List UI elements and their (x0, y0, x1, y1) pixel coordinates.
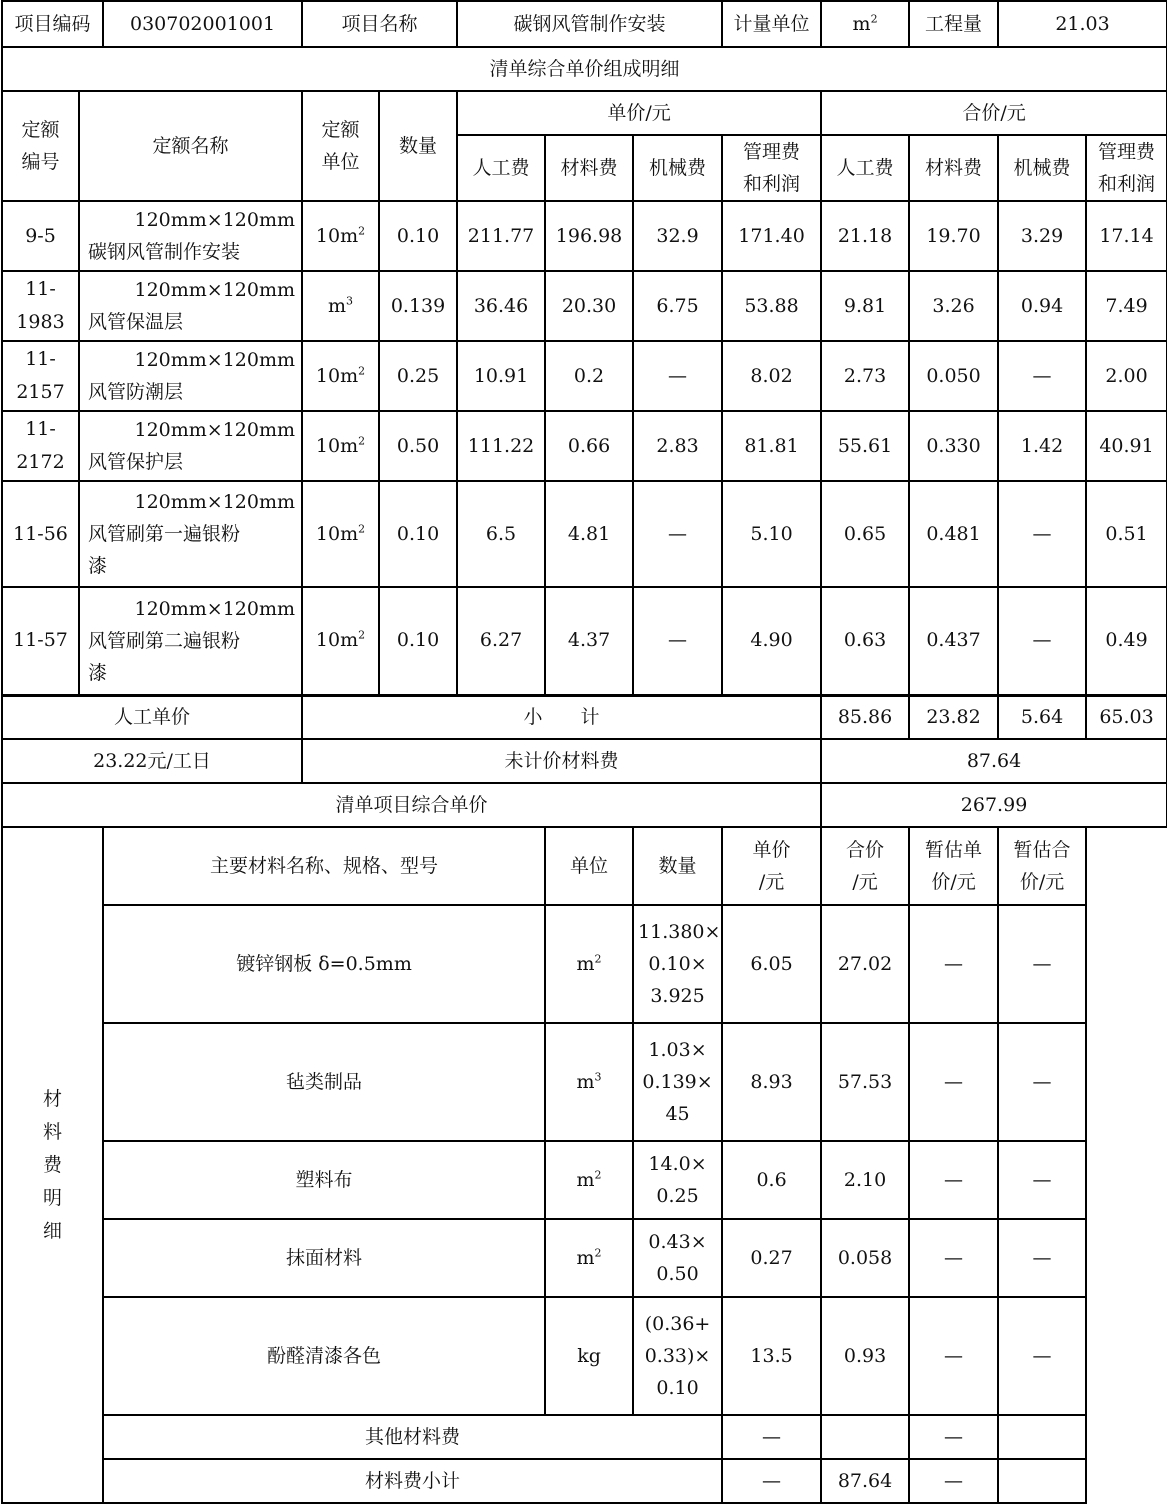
unpriced-material-label: 未计价材料费 (302, 739, 821, 783)
material-price: 0.27 (722, 1219, 821, 1297)
col-quantity: 数量 (379, 91, 457, 201)
material-total: 2.10 (821, 1141, 909, 1219)
composite-price-value: 267.99 (821, 783, 1167, 827)
material-detail-side-label: 材 料 费 明 细 (2, 827, 103, 1503)
subtotal-material: 23.82 (909, 695, 998, 739)
table-row (2, 341, 1167, 411)
project-code-value: 030702001001 (103, 1, 302, 47)
material-row (2, 1023, 1167, 1141)
section-title: 清单综合单价组成明细 (2, 47, 1167, 91)
quota-name: 120mm×120mm 碳钢风管制作安装 (79, 201, 302, 271)
total-machine: 1.42 (998, 411, 1086, 481)
quota-code: 11-2172 (2, 411, 79, 481)
quota-unit: $m^3$ (302, 271, 379, 341)
quota-qty: 0.50 (379, 411, 457, 481)
material-est-price: — (909, 1297, 998, 1415)
quota-name: 120mm×120mm 风管保护层 (79, 411, 302, 481)
material-name: 镀锌钢板 δ=0.5mm (103, 905, 545, 1023)
col-total-material: 材料费 (909, 135, 998, 201)
other-material-price: — (722, 1415, 821, 1459)
material-price: 8.93 (722, 1023, 821, 1141)
material-row (2, 905, 1167, 1023)
col-unit-material: 材料费 (545, 135, 633, 201)
material-est-total: — (998, 1219, 1086, 1297)
total-material: 19.70 (909, 201, 998, 271)
material-price: 13.5 (722, 1297, 821, 1415)
other-material-total (821, 1415, 909, 1459)
material-total: 0.93 (821, 1297, 909, 1415)
material-est-price: — (909, 905, 998, 1023)
quota-name: 120mm×120mm 风管刷第二遍银粉 漆 (79, 587, 302, 695)
total-material: 0.437 (909, 587, 998, 695)
quota-name: 120mm×120mm 风管保温层 (79, 271, 302, 341)
unit-machine: 32.9 (633, 201, 722, 271)
subtotal-mgmt: 65.03 (1086, 695, 1167, 739)
unit-labor: 36.46 (457, 271, 545, 341)
unit-label: 计量单位 (722, 1, 821, 47)
material-est-total: — (998, 1141, 1086, 1219)
unit-value: $m^2$ (821, 1, 909, 47)
material-unit: $m^2$ (545, 1219, 633, 1297)
col-material-est-price: 暂估单 价/元 (909, 827, 998, 905)
material-est-price: — (909, 1023, 998, 1141)
material-qty: 0.43× 0.50 (633, 1219, 722, 1297)
total-material: 0.050 (909, 341, 998, 411)
total-material: 0.330 (909, 411, 998, 481)
col-material-price: 单价 /元 (722, 827, 821, 905)
total-labor: 0.65 (821, 481, 909, 587)
unit-price-analysis-table (1, 0, 1167, 1504)
material-qty: 1.03× 0.139× 45 (633, 1023, 722, 1141)
quota-code: 9-5 (2, 201, 79, 271)
subtotal-machine: 5.64 (998, 695, 1086, 739)
total-mgmt: 0.51 (1086, 481, 1167, 587)
col-unit-machine: 机械费 (633, 135, 722, 201)
total-material: 0.481 (909, 481, 998, 587)
col-quota-unit: 定额 单位 (302, 91, 379, 201)
unit-machine: — (633, 481, 722, 587)
material-est-total: — (998, 1023, 1086, 1141)
material-unit: $m^2$ (545, 905, 633, 1023)
unit-labor: 111.22 (457, 411, 545, 481)
quota-code: 11-56 (2, 481, 79, 587)
col-unit-mgmt: 管理费 和利润 (722, 135, 821, 201)
quantity-value: 21.03 (998, 1, 1167, 47)
unit-material: 20.30 (545, 271, 633, 341)
material-qty: 11.380× 0.10× 3.925 (633, 905, 722, 1023)
col-material-name: 主要材料名称、规格、型号 (103, 827, 545, 905)
unit-mgmt: 4.90 (722, 587, 821, 695)
unit-material: 0.2 (545, 341, 633, 411)
quota-unit: $10m^2$ (302, 341, 379, 411)
material-unit: $m^3$ (545, 1023, 633, 1141)
col-total-labor: 人工费 (821, 135, 909, 201)
unit-material: 0.66 (545, 411, 633, 481)
total-machine: 0.94 (998, 271, 1086, 341)
quota-unit: $10m^2$ (302, 201, 379, 271)
col-quota-code: 定额 编号 (2, 91, 79, 201)
material-total: 27.02 (821, 905, 909, 1023)
unit-mgmt: 171.40 (722, 201, 821, 271)
material-name: 抹面材料 (103, 1219, 545, 1297)
quota-qty: 0.10 (379, 201, 457, 271)
material-est-total: — (998, 1297, 1086, 1415)
unit-mgmt: 81.81 (722, 411, 821, 481)
table-row (2, 587, 1167, 695)
subtotal-label: 小 计 (302, 695, 821, 739)
unit-machine: 2.83 (633, 411, 722, 481)
quantity-label: 工程量 (909, 1, 998, 47)
unit-mgmt: 5.10 (722, 481, 821, 587)
unit-machine: — (633, 587, 722, 695)
material-row (2, 1297, 1167, 1415)
material-name: 酚醛清漆各色 (103, 1297, 545, 1415)
unit-machine: 6.75 (633, 271, 722, 341)
table-row (2, 411, 1167, 481)
total-mgmt: 7.49 (1086, 271, 1167, 341)
material-name: 塑料布 (103, 1141, 545, 1219)
project-name-value: 碳钢风管制作安装 (457, 1, 722, 47)
material-price: 0.6 (722, 1141, 821, 1219)
col-material-unit: 单位 (545, 827, 633, 905)
subtotal-labor: 85.86 (821, 695, 909, 739)
material-est-price: — (909, 1141, 998, 1219)
unit-labor: 211.77 (457, 201, 545, 271)
material-subtotal-price: — (722, 1459, 821, 1503)
material-unit: $m^2$ (545, 1141, 633, 1219)
quota-unit: $10m^2$ (302, 411, 379, 481)
unit-labor: 6.5 (457, 481, 545, 587)
material-subtotal-est-total (998, 1459, 1086, 1503)
col-unit-price-group: 单价/元 (457, 91, 821, 135)
other-material-est-price: — (909, 1415, 998, 1459)
total-material: 3.26 (909, 271, 998, 341)
material-unit: kg (545, 1297, 633, 1415)
col-material-total: 合价 /元 (821, 827, 909, 905)
unit-labor: 6.27 (457, 587, 545, 695)
project-code-label: 项目编码 (2, 1, 103, 47)
table-row (2, 481, 1167, 587)
material-subtotal-est-price: — (909, 1459, 998, 1503)
quota-qty: 0.10 (379, 481, 457, 587)
material-row (2, 1141, 1167, 1219)
material-est-total: — (998, 905, 1086, 1023)
quota-code: 11-1983 (2, 271, 79, 341)
quota-qty: 0.139 (379, 271, 457, 341)
material-name: 毡类制品 (103, 1023, 545, 1141)
header-row (2, 1, 1167, 47)
quota-unit: $10m^2$ (302, 587, 379, 695)
total-labor: 55.61 (821, 411, 909, 481)
labor-rate-value: 23.22元/工日 (2, 739, 302, 783)
quota-code: 11-2157 (2, 341, 79, 411)
unit-mgmt: 8.02 (722, 341, 821, 411)
unit-material: 196.98 (545, 201, 633, 271)
other-material-label: 其他材料费 (103, 1415, 722, 1459)
col-total-mgmt: 管理费 和利润 (1086, 135, 1167, 201)
total-labor: 21.18 (821, 201, 909, 271)
composite-price-label: 清单项目综合单价 (2, 783, 821, 827)
labor-rate-label: 人工单价 (2, 695, 302, 739)
total-machine: — (998, 341, 1086, 411)
material-est-price: — (909, 1219, 998, 1297)
total-mgmt: 2.00 (1086, 341, 1167, 411)
material-total: 0.058 (821, 1219, 909, 1297)
total-machine: — (998, 481, 1086, 587)
quota-qty: 0.25 (379, 341, 457, 411)
unit-material: 4.81 (545, 481, 633, 587)
quota-code: 11-57 (2, 587, 79, 695)
material-total: 57.53 (821, 1023, 909, 1141)
total-labor: 0.63 (821, 587, 909, 695)
unit-mgmt: 53.88 (722, 271, 821, 341)
quota-name: 120mm×120mm 风管刷第一遍银粉 漆 (79, 481, 302, 587)
unit-material: 4.37 (545, 587, 633, 695)
col-material-est-total: 暂估合 价/元 (998, 827, 1086, 905)
col-material-qty: 数量 (633, 827, 722, 905)
material-subtotal-label: 材料费小计 (103, 1459, 722, 1503)
quota-qty: 0.10 (379, 587, 457, 695)
col-unit-labor: 人工费 (457, 135, 545, 201)
quota-name: 120mm×120mm 风管防潮层 (79, 341, 302, 411)
total-mgmt: 40.91 (1086, 411, 1167, 481)
total-labor: 9.81 (821, 271, 909, 341)
material-qty: (0.36+ 0.33)× 0.10 (633, 1297, 722, 1415)
total-mgmt: 17.14 (1086, 201, 1167, 271)
col-total-price-group: 合价/元 (821, 91, 1167, 135)
material-qty: 14.0× 0.25 (633, 1141, 722, 1219)
col-quota-name: 定额名称 (79, 91, 302, 201)
material-price: 6.05 (722, 905, 821, 1023)
material-row (2, 1219, 1167, 1297)
col-total-machine: 机械费 (998, 135, 1086, 201)
table-row (2, 271, 1167, 341)
other-material-est-total (998, 1415, 1086, 1459)
unpriced-material-value: 87.64 (821, 739, 1167, 783)
total-machine: 3.29 (998, 201, 1086, 271)
project-name-label: 项目名称 (302, 1, 457, 47)
unit-machine: — (633, 341, 722, 411)
material-subtotal-total: 87.64 (821, 1459, 909, 1503)
total-mgmt: 0.49 (1086, 587, 1167, 695)
total-machine: — (998, 587, 1086, 695)
quota-unit: $10m^2$ (302, 481, 379, 587)
unit-labor: 10.91 (457, 341, 545, 411)
table-row (2, 201, 1167, 271)
total-labor: 2.73 (821, 341, 909, 411)
